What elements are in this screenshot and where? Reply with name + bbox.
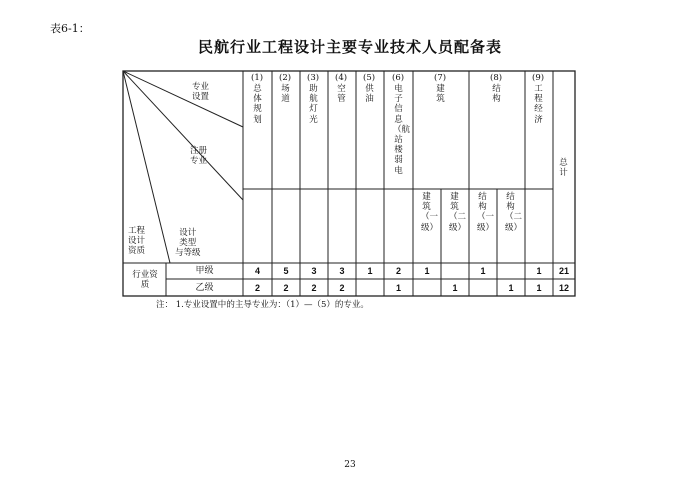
subcolumn-architecture-grade1: 建筑（一级） (421, 192, 439, 233)
table-cell-total: 12 (558, 283, 569, 293)
column-number: (1) (251, 73, 264, 83)
table-cell: 2 (254, 283, 260, 293)
table-cell: 1 (367, 266, 373, 276)
row-grade-a: 甲级 (195, 266, 214, 276)
column-header-airfield: 场道 (281, 84, 290, 105)
table-cell: 1 (424, 266, 430, 276)
column-header-atc: 空管 (337, 84, 346, 105)
column-number: (9) (532, 73, 545, 83)
table-cell-total: 21 (558, 266, 569, 276)
column-number: (8) (490, 73, 503, 83)
table-label: 表6-1： (50, 22, 90, 35)
column-header-planning: 总体规划 (253, 84, 262, 125)
table-cell: 1 (536, 283, 542, 293)
column-number: (5) (363, 73, 376, 83)
row-group-label: 行业资质 (132, 270, 158, 290)
row-grade-b: 乙级 (195, 283, 214, 293)
table-cell (441, 263, 469, 279)
table-cell: 5 (283, 266, 289, 276)
column-header-electronic-info: 电子信息（航站楼弱电 (393, 84, 411, 176)
table-cell: 3 (339, 266, 345, 276)
table-cell: 2 (311, 283, 317, 293)
column-number: (6) (392, 73, 405, 83)
table-cell (469, 280, 497, 296)
table-cell (497, 263, 525, 279)
column-header-fuel-supply: 供油 (365, 84, 374, 105)
page-title: 民航行业工程设计主要专业技术人员配备表 (197, 38, 502, 56)
column-number: (4) (335, 73, 348, 83)
column-header-cost: 工程经济 (534, 84, 543, 125)
table-cell: 1 (452, 283, 458, 293)
footnote: 注： 1.专业设置中的主导专业为：（1）—（5）的专业。 (156, 300, 369, 310)
corner-design-type-label: 设计 类型 与等级 (175, 228, 201, 258)
table-cell: 2 (339, 283, 345, 293)
table-cell: 1 (508, 283, 514, 293)
column-number: (7) (434, 73, 447, 83)
table-cell (356, 280, 384, 296)
table-cell: 2 (283, 283, 289, 293)
table-cell: 1 (480, 266, 486, 276)
column-header-architecture: 建筑 (436, 84, 445, 105)
column-header-navaid-lighting: 助航灯光 (309, 84, 318, 125)
table-cell: 1 (395, 283, 401, 293)
table-cell: 4 (254, 266, 260, 276)
column-header-total: 总计 (559, 158, 568, 179)
column-header-structure: 结构 (492, 84, 501, 105)
subcolumn-structure-grade2: 结构（二级） (505, 192, 523, 233)
corner-qualification-label: 工程 设计 资质 (128, 226, 146, 256)
column-number: (2) (279, 73, 292, 83)
table-cell: 2 (395, 266, 401, 276)
table-cell: 1 (536, 266, 542, 276)
corner-specialty-label: 专业 设置 (192, 82, 210, 102)
corner-registered-label: 注册 专业 (190, 146, 208, 166)
subcolumn-architecture-grade2: 建筑（二级） (449, 192, 467, 233)
table-cell (413, 280, 441, 296)
subcolumn-structure-grade1: 结构（一级） (477, 192, 495, 233)
column-number: (3) (307, 73, 320, 83)
table-cell: 3 (311, 266, 317, 276)
page-number: 23 (344, 460, 356, 470)
